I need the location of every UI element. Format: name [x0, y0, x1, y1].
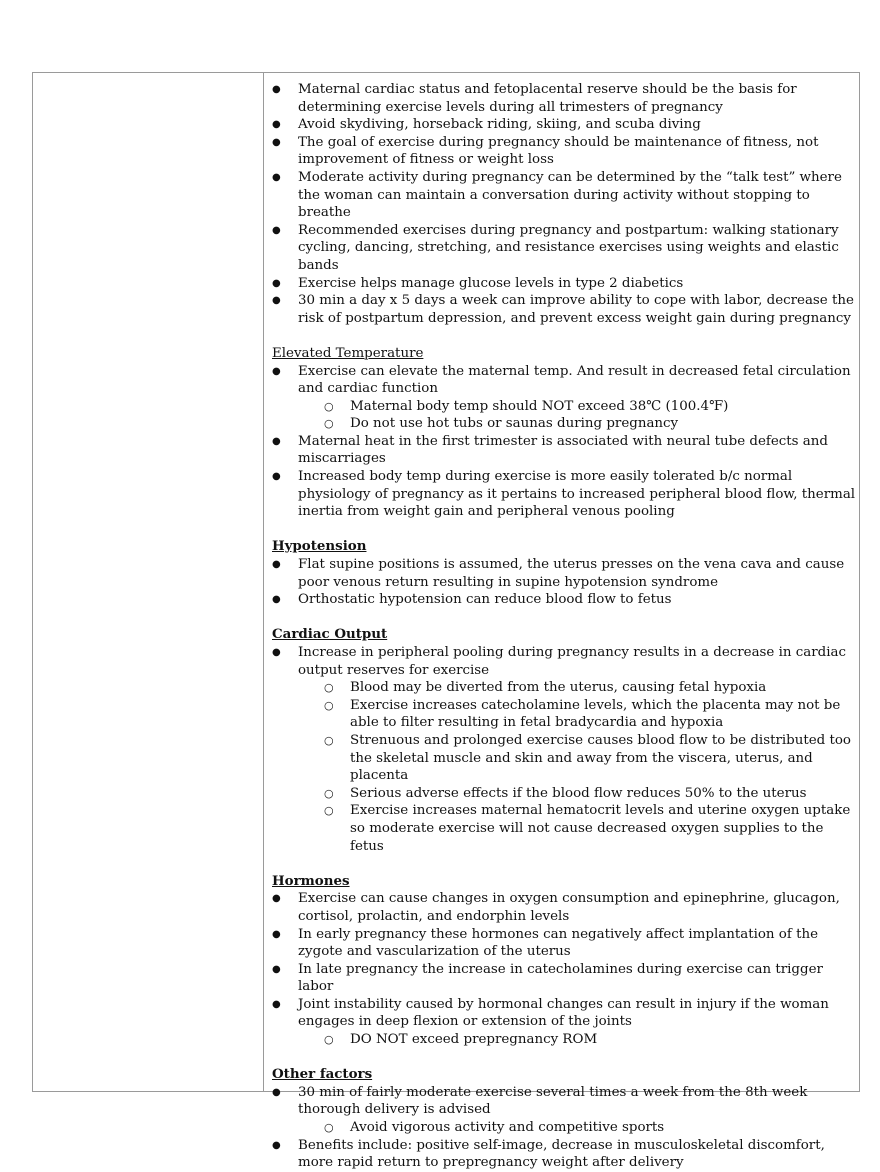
- sub-list-item: ○ Blood may be diverted from the uterus, causing fetal hypoxia: [324, 679, 856, 697]
- sub-list: [298, 679, 856, 855]
- section-heading-other-factors: Other factors: [272, 1066, 373, 1083]
- section-heading-cardiac-output: Cardiac Output: [272, 626, 388, 643]
- sub-list-item: ○ Exercise increases catecholamine levels, which the placenta may not be able to filter resulting in fetal bradycardia and hypoxia: [324, 697, 856, 732]
- list-item: ● Benefits include: positive self-image, decrease in musculoskeletal discomfort, more rapid return to prepregnancy weight after delivery: [272, 1137, 856, 1172]
- sub-list-item: ○ Maternal body temp should NOT exceed 38℃ (100.4℉): [324, 398, 856, 416]
- notes-table: [32, 72, 860, 1171]
- list-item: ● Recommended exercises during pregnancy and postpartum: walking stationary cycling, dancing, stretching, and resistance exercises using weights and elastic bands: [272, 222, 856, 275]
- sub-list-item: ○ Avoid vigorous activity and competitive sports: [324, 1119, 856, 1137]
- list-item-text: 30 min of fairly moderate exercise several times a week from the 8th week thorough delivery is advised: [298, 1084, 808, 1118]
- list-item: [272, 996, 856, 1049]
- list-item: ● The goal of exercise during pregnancy should be maintenance of fitness, not improvement of fitness or weight loss: [272, 134, 856, 169]
- list-item-text: Joint instability caused by hormonal changes can result in injury if the woman engages in deep flexion or extension of the joints: [298, 996, 829, 1030]
- cardiac-output-list: [272, 644, 856, 855]
- list-item-text: Exercise can elevate the maternal temp. And result in decreased fetal circulation and cardiac function: [298, 363, 851, 397]
- left-column: [33, 73, 264, 1091]
- hypotension-list: [272, 556, 856, 609]
- intro-list: [272, 81, 856, 327]
- list-item: [272, 363, 856, 433]
- list-item: ● In late pregnancy the increase in catecholamines during exercise can trigger labor: [272, 961, 856, 996]
- list-item: ● Exercise helps manage glucose levels in type 2 diabetics: [272, 275, 856, 293]
- list-item: ● Maternal heat in the first trimester is associated with neural tube defects and miscarriages: [272, 433, 856, 468]
- sub-list-item: ○ Strenuous and prolonged exercise causes blood flow to be distributed too the skeletal muscle and skin and away from the viscera, uterus, and placenta: [324, 732, 856, 785]
- list-item: ● Exercise can cause changes in oxygen consumption and epinephrine, glucagon, cortisol, prolactin, and endorphin levels: [272, 890, 856, 925]
- list-item: ● Avoid skydiving, horseback riding, skiing, and scuba diving: [272, 116, 856, 134]
- list-item: [272, 1084, 856, 1137]
- list-item: ● Increased body temp during exercise is more easily tolerated b/c normal physiology of pregnancy as it pertains to increased peripheral blood flow, thermal inertia from weight gain and peripheral venous pooling: [272, 468, 856, 521]
- list-item: [272, 644, 856, 855]
- section-heading-hormones: Hormones: [272, 872, 350, 889]
- hormones-list: [272, 890, 856, 1048]
- section-heading-hypotension: Hypotension: [272, 538, 367, 555]
- sub-list-item: ○ Exercise increases maternal hematocrit levels and uterine oxygen uptake so moderate exercise will not cause decreased oxygen supplies to the fetus: [324, 802, 856, 855]
- list-item: ● Maternal cardiac status and fetoplacental reserve should be the basis for determining exercise levels during all trimesters of pregnancy: [272, 81, 856, 116]
- sub-list-item: ○ Do not use hot tubs or saunas during pregnancy: [324, 415, 856, 433]
- elevated-temperature-list: [272, 363, 856, 521]
- list-item: ● Orthostatic hypotension can reduce blood flow to fetus: [272, 591, 856, 609]
- list-item: ● In early pregnancy these hormones can negatively affect implantation of the zygote and vascularization of the uterus: [272, 926, 856, 961]
- sub-list-item: ○ Serious adverse effects if the blood flow reduces 50% to the uterus: [324, 785, 856, 803]
- sub-list-item: ○ DO NOT exceed prepregnancy ROM: [324, 1031, 856, 1049]
- other-factors-list: [272, 1084, 856, 1172]
- sub-list: [298, 1031, 856, 1049]
- list-item: ● Moderate activity during pregnancy can be determined by the “talk test” where the woman can maintain a conversation during activity without stopping to breathe: [272, 169, 856, 222]
- list-item-text: Increase in peripheral pooling during pregnancy results in a decrease in cardiac output reserves for exercise: [298, 645, 846, 678]
- right-column: [272, 81, 856, 1172]
- section-heading-elevated-temperature: Elevated Temperature: [272, 345, 424, 361]
- sub-list: [298, 1119, 856, 1137]
- list-item: ● 30 min a day x 5 days a week can improve ability to cope with labor, decrease the risk of postpartum depression, and prevent excess weight gain during pregnancy: [272, 292, 856, 327]
- list-item: ● Flat supine positions is assumed, the uterus presses on the vena cava and cause poor venous return resulting in supine hypotension syndrome: [272, 556, 856, 591]
- sub-list: [298, 398, 856, 433]
